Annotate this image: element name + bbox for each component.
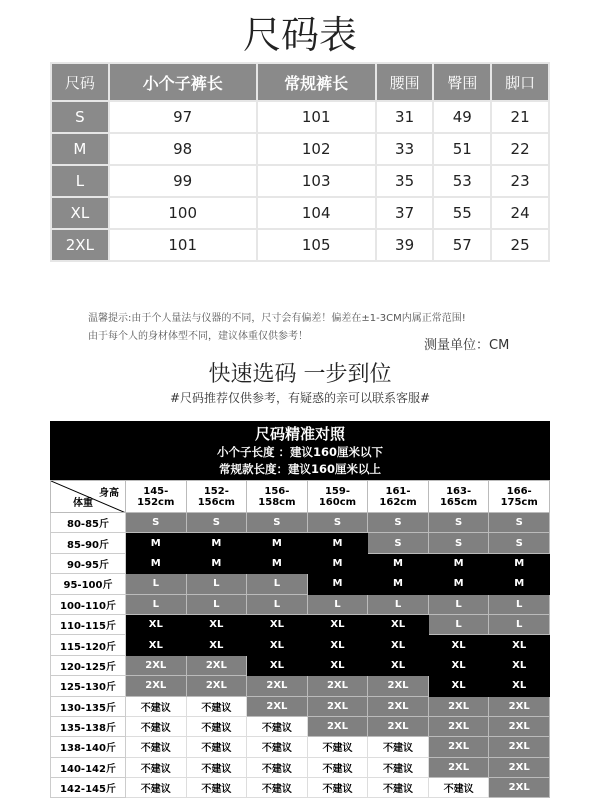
size-cell: L <box>247 594 308 614</box>
size-cell: 不建议 <box>186 696 247 716</box>
size-cell: XL <box>489 635 550 655</box>
size-cell: 2XL <box>126 676 187 696</box>
table-row <box>51 757 550 777</box>
size-label: S <box>51 101 109 133</box>
size-cell: M <box>307 553 368 573</box>
table-row <box>51 696 550 716</box>
size-cell: 2XL <box>186 655 247 675</box>
size-cell: 2XL <box>489 778 550 798</box>
size-cell: M <box>186 533 247 553</box>
measurement-cell: 57 <box>433 229 491 261</box>
measurement-cell: 105 <box>257 229 376 261</box>
measurement-cell: 24 <box>491 197 549 229</box>
size-cell: 不建议 <box>126 737 187 757</box>
measurement-cell: 37 <box>376 197 434 229</box>
size-cell: S <box>428 513 489 533</box>
table-row <box>51 614 550 634</box>
size-cell: 2XL <box>368 676 429 696</box>
size-cell: L <box>186 574 247 594</box>
size-cell: L <box>247 574 308 594</box>
size-cell: M <box>428 553 489 573</box>
table-row <box>51 635 550 655</box>
size-cell: M <box>368 553 429 573</box>
size-cell: M <box>126 553 187 573</box>
weight-label: 115-120斤 <box>51 635 126 655</box>
measurement-cell: 103 <box>257 165 376 197</box>
size-cell: XL <box>307 635 368 655</box>
size-cell: XL <box>126 635 187 655</box>
weight-label: 110-115斤 <box>51 614 126 634</box>
quick-select-title: 快速选码 一步到位 <box>208 362 392 387</box>
size-cell: XL <box>247 614 308 634</box>
table-row <box>51 101 549 133</box>
weight-label: 142-145斤 <box>51 778 126 798</box>
size-label: XL <box>51 197 109 229</box>
measurement-cell: 101 <box>109 229 257 261</box>
weight-label: 138-140斤 <box>51 737 126 757</box>
guide-title: 尺码精准对照 <box>254 425 345 443</box>
size-cell: XL <box>186 614 247 634</box>
size-cell: 不建议 <box>307 778 368 798</box>
table-row <box>51 676 550 696</box>
measurement-cell: 22 <box>491 133 549 165</box>
size-cell: 不建议 <box>126 778 187 798</box>
size-cell: XL <box>247 655 308 675</box>
height-header-cell: 152-156cm <box>186 481 247 513</box>
weight-label: 90-95斤 <box>51 553 126 573</box>
measurement-cell: 39 <box>376 229 434 261</box>
size-cell: 不建议 <box>186 778 247 798</box>
table-header-row <box>51 63 549 101</box>
size-cell: M <box>186 553 247 573</box>
size-cell: 不建议 <box>186 716 247 736</box>
size-cell: S <box>489 533 550 553</box>
measurement-cell: 53 <box>433 165 491 197</box>
size-cell: L <box>489 614 550 634</box>
size-cell: XL <box>368 614 429 634</box>
size-cell: S <box>489 513 550 533</box>
size-cell: 不建议 <box>186 757 247 777</box>
guide-banner <box>50 421 550 480</box>
size-cell: 不建议 <box>126 716 187 736</box>
header-cell: 尺码 <box>51 63 109 101</box>
size-cell: M <box>307 533 368 553</box>
size-cell: 2XL <box>428 716 489 736</box>
table-row <box>51 513 550 533</box>
size-cell: 不建议 <box>247 716 308 736</box>
size-cell: L <box>307 594 368 614</box>
size-cell: 2XL <box>489 757 550 777</box>
size-cell: M <box>489 553 550 573</box>
size-cell: XL <box>186 635 247 655</box>
size-cell: L <box>186 594 247 614</box>
table-row <box>51 133 549 165</box>
measurement-cell: 99 <box>109 165 257 197</box>
size-cell: 2XL <box>307 696 368 716</box>
weight-label: 100-110斤 <box>51 594 126 614</box>
size-cell: 不建议 <box>247 737 308 757</box>
size-cell: S <box>368 533 429 553</box>
table-row <box>51 778 550 798</box>
measurement-cell: 25 <box>491 229 549 261</box>
size-recommendation-table <box>50 480 550 798</box>
corner-cell <box>51 481 126 513</box>
height-header-cell: 161-162cm <box>368 481 429 513</box>
size-cell: XL <box>368 635 429 655</box>
size-cell: 不建议 <box>247 778 308 798</box>
measurement-cell: 104 <box>257 197 376 229</box>
guide-line-1: 小个子长度 ：建议160厘米以下 <box>216 445 383 459</box>
table-row <box>51 229 549 261</box>
table-row <box>51 716 550 736</box>
height-header-cell: 166-175cm <box>489 481 550 513</box>
measurement-cell: 97 <box>109 101 257 133</box>
table-row <box>51 737 550 757</box>
corner-weight-label: 体重 <box>73 498 93 509</box>
table-row <box>51 165 549 197</box>
size-cell: XL <box>368 655 429 675</box>
measurement-cell: 33 <box>376 133 434 165</box>
size-cell: 2XL <box>307 676 368 696</box>
height-header-row <box>51 481 550 513</box>
size-cell: XL <box>307 655 368 675</box>
height-header-cell: 156-158cm <box>247 481 308 513</box>
size-cell: 2XL <box>489 716 550 736</box>
measurement-cell: 102 <box>257 133 376 165</box>
size-cell: 不建议 <box>368 757 429 777</box>
size-cell: 不建议 <box>368 778 429 798</box>
size-cell: 不建议 <box>126 757 187 777</box>
size-cell: 2XL <box>368 716 429 736</box>
measurement-cell: 35 <box>376 165 434 197</box>
size-cell: 不建议 <box>126 696 187 716</box>
size-cell: M <box>247 533 308 553</box>
size-label: M <box>51 133 109 165</box>
size-cell: M <box>368 574 429 594</box>
size-cell: XL <box>489 676 550 696</box>
measurement-cell: 23 <box>491 165 549 197</box>
size-cell: M <box>126 533 187 553</box>
height-header-cell: 159-160cm <box>307 481 368 513</box>
size-cell: 不建议 <box>186 737 247 757</box>
size-cell: 不建议 <box>428 778 489 798</box>
size-cell: S <box>126 513 187 533</box>
header-cell: 小个子裤长 <box>109 63 257 101</box>
measurement-cell: 55 <box>433 197 491 229</box>
measurement-unit: 测量单位：CM <box>424 338 510 353</box>
size-cell: XL <box>428 635 489 655</box>
weight-label: 125-130斤 <box>51 676 126 696</box>
size-cell: S <box>428 533 489 553</box>
tip-line-2: 由于每个人的身材体型不同，建议体重仅供参考！ <box>88 331 308 342</box>
quick-select-subtitle: #尺码推荐仅供参考，有疑惑的亲可以联系客服# <box>169 391 431 405</box>
size-cell: S <box>186 513 247 533</box>
guide-line-2: 常规款长度：建议160厘米以上 <box>218 462 381 476</box>
size-cell: 2XL <box>186 676 247 696</box>
size-cell: M <box>307 574 368 594</box>
size-cell: 2XL <box>428 696 489 716</box>
height-header-cell: 163-165cm <box>428 481 489 513</box>
table-row <box>51 594 550 614</box>
size-cell: M <box>428 574 489 594</box>
size-cell: S <box>247 513 308 533</box>
size-cell: L <box>368 594 429 614</box>
size-label: 2XL <box>51 229 109 261</box>
measurement-cell: 98 <box>109 133 257 165</box>
size-cell: XL <box>126 614 187 634</box>
size-cell: 2XL <box>368 696 429 716</box>
size-cell: 不建议 <box>247 757 308 777</box>
table-row <box>51 197 549 229</box>
size-cell: 2XL <box>307 716 368 736</box>
table-row <box>51 533 550 553</box>
tip-line-1: 温馨提示:由于个人量法与仪器的不同，尺寸会有偏差！偏差在±1-3CM内属正常范围! <box>88 313 466 324</box>
size-cell: 2XL <box>489 737 550 757</box>
measurement-cell: 49 <box>433 101 491 133</box>
size-cell: XL <box>307 614 368 634</box>
size-cell: 2XL <box>247 676 308 696</box>
size-cell: L <box>126 574 187 594</box>
size-cell: 2XL <box>428 757 489 777</box>
size-cell: S <box>368 513 429 533</box>
weight-label: 120-125斤 <box>51 655 126 675</box>
weight-label: 130-135斤 <box>51 696 126 716</box>
size-cell: L <box>428 594 489 614</box>
size-cell: XL <box>489 655 550 675</box>
size-measurement-table <box>50 62 550 262</box>
table-row <box>51 655 550 675</box>
page-title: 尺码表 <box>242 13 357 57</box>
size-cell: XL <box>428 655 489 675</box>
header-cell: 腰围 <box>376 63 434 101</box>
size-cell: L <box>489 594 550 614</box>
size-cell: M <box>489 574 550 594</box>
size-cell: 不建议 <box>368 737 429 757</box>
size-cell: 2XL <box>247 696 308 716</box>
header-cell: 脚口 <box>491 63 549 101</box>
table-row <box>51 574 550 594</box>
size-cell: M <box>247 553 308 573</box>
weight-label: 95-100斤 <box>51 574 126 594</box>
weight-label: 135-138斤 <box>51 716 126 736</box>
size-cell: L <box>126 594 187 614</box>
weight-label: 85-90斤 <box>51 533 126 553</box>
size-cell: XL <box>247 635 308 655</box>
size-cell: 2XL <box>428 737 489 757</box>
size-cell: 2XL <box>126 655 187 675</box>
size-label: L <box>51 165 109 197</box>
measurement-cell: 51 <box>433 133 491 165</box>
measurement-cell: 31 <box>376 101 434 133</box>
size-cell: 不建议 <box>307 757 368 777</box>
table-row <box>51 553 550 573</box>
header-cell: 臀围 <box>433 63 491 101</box>
measurement-cell: 21 <box>491 101 549 133</box>
size-cell: 不建议 <box>307 737 368 757</box>
weight-label: 140-142斤 <box>51 757 126 777</box>
measurement-cell: 100 <box>109 197 257 229</box>
measurement-cell: 101 <box>257 101 376 133</box>
weight-label: 80-85斤 <box>51 513 126 533</box>
header-cell: 常规裤长 <box>257 63 376 101</box>
size-cell: S <box>307 513 368 533</box>
corner-height-label: 身高 <box>99 488 119 499</box>
size-cell: 2XL <box>489 696 550 716</box>
size-cell: L <box>428 614 489 634</box>
height-header-cell: 145-152cm <box>126 481 187 513</box>
size-cell: XL <box>428 676 489 696</box>
